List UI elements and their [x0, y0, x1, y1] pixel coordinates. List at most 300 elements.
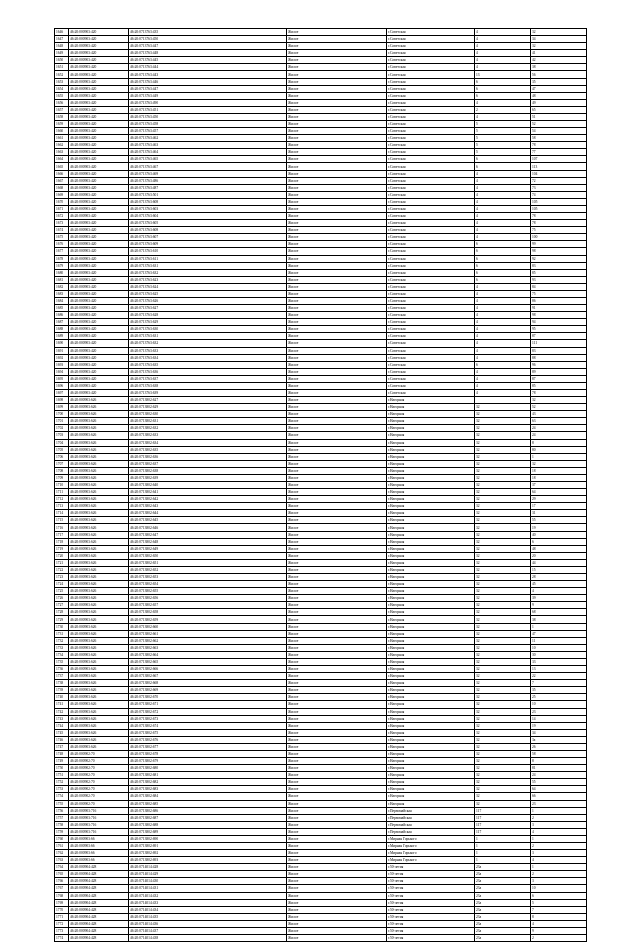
row-number-cell: 1674: [55, 227, 69, 234]
house-number-cell: 32: [475, 736, 531, 743]
object-type-cell: Жилое: [287, 793, 387, 800]
block-cadastral-number-cell: 46:20:000903:626: [69, 460, 129, 467]
object-type-cell: Жилое: [287, 658, 387, 665]
street-address-cell: г.Советская: [387, 368, 475, 375]
object-type-cell: Жилое: [287, 552, 387, 559]
table-row: [55, 743, 587, 750]
street-address-cell: г.Нагорная: [387, 489, 475, 496]
table-row: [55, 474, 587, 481]
street-address-cell: г.Советская: [387, 99, 475, 106]
table-row: [55, 920, 587, 927]
street-address-cell: г.Советская: [387, 71, 475, 78]
table-row: [55, 354, 587, 361]
apartment-number-cell: 77: [531, 149, 587, 156]
house-number-cell: 32: [475, 432, 531, 439]
block-cadastral-number-cell: 46:20:000903:626: [69, 474, 129, 481]
object-type-cell: Жилое: [287, 262, 387, 269]
object-type-cell: Жилое: [287, 729, 387, 736]
object-type-cell: Жилое: [287, 828, 387, 835]
street-address-cell: г.Нагорная: [387, 644, 475, 651]
row-number-cell: 1684: [55, 297, 69, 304]
table-row: [55, 807, 587, 814]
apartment-number-cell: 64: [531, 489, 587, 496]
object-cadastral-number-cell: 46:20:0713802:640: [129, 482, 287, 489]
object-cadastral-number-cell: 46:20:0713763:463: [129, 142, 287, 149]
object-cadastral-number-cell: 46:20:0713763:627: [129, 305, 287, 312]
street-address-cell: г.Нагорная: [387, 552, 475, 559]
table-row: [55, 382, 587, 389]
house-number-cell: 1: [475, 835, 531, 842]
house-number-cell: 5: [475, 135, 531, 142]
object-cadastral-number-cell: 46:20:0713763:445: [129, 57, 287, 64]
object-cadastral-number-cell: 46:20:0713763:623: [129, 276, 287, 283]
block-cadastral-number-cell: 46:20:000903:626: [69, 432, 129, 439]
object-type-cell: Жилое: [287, 878, 387, 885]
apartment-number-cell: 78: [531, 389, 587, 396]
row-number-cell: 1690: [55, 340, 69, 347]
street-address-cell: г.Нагорная: [387, 474, 475, 481]
house-number-cell: 4: [475, 347, 531, 354]
object-cadastral-number-cell: 46:20:0713802:654: [129, 581, 287, 588]
apartment-number-cell: 74: [531, 191, 587, 198]
block-cadastral-number-cell: 46:20:000903:626: [69, 658, 129, 665]
row-number-cell: 1760: [55, 835, 69, 842]
block-cadastral-number-cell: 46:20:000904:428: [69, 878, 129, 885]
house-number-cell: 23а: [475, 906, 531, 913]
apartment-number-cell: 64: [531, 786, 587, 793]
street-address-cell: г.Советская: [387, 361, 475, 368]
street-address-cell: г.Первомайская: [387, 828, 475, 835]
table-row: [55, 170, 587, 177]
house-number-cell: 23а: [475, 913, 531, 920]
row-number-cell: 1650: [55, 57, 69, 64]
street-address-cell: г.Нагорная: [387, 432, 475, 439]
house-number-cell: 32: [475, 793, 531, 800]
block-cadastral-number-cell: 46:20:000903:420: [69, 149, 129, 156]
block-cadastral-number-cell: 46:20:000903:420: [69, 177, 129, 184]
house-number-cell: 4: [475, 170, 531, 177]
row-number-cell: 1743: [55, 715, 69, 722]
object-cadastral-number-cell: 46:20:0713763:469: [129, 170, 287, 177]
block-cadastral-number-cell: 46:20:000903:626: [69, 588, 129, 595]
house-number-cell: 6: [475, 248, 531, 255]
block-cadastral-number-cell: 46:20:000903:626: [69, 708, 129, 715]
table-row: [55, 368, 587, 375]
object-cadastral-number-cell: 46:20:0713802:641: [129, 489, 287, 496]
object-type-cell: Жилое: [287, 920, 387, 927]
object-type-cell: Жилое: [287, 510, 387, 517]
object-type-cell: Жилое: [287, 722, 387, 729]
object-type-cell: Жилое: [287, 616, 387, 623]
house-number-cell: 1: [475, 842, 531, 849]
block-cadastral-number-cell: 46:20:000903:420: [69, 248, 129, 255]
row-number-cell: 1695: [55, 375, 69, 382]
object-cadastral-number-cell: 46:20:0713763:450: [129, 113, 287, 120]
table-row: [55, 425, 587, 432]
table-row: [55, 736, 587, 743]
object-cadastral-number-cell: 46:20:0714014:435: [129, 913, 287, 920]
row-number-cell: 1740: [55, 694, 69, 701]
apartment-number-cell: 55: [531, 517, 587, 524]
object-cadastral-number-cell: 46:20:0713763:446: [129, 78, 287, 85]
object-cadastral-number-cell: 46:20:0713802:646: [129, 524, 287, 531]
apartment-number-cell: 56: [531, 71, 587, 78]
house-number-cell: 32: [475, 708, 531, 715]
street-address-cell: г.Советская: [387, 319, 475, 326]
table-row: [55, 786, 587, 793]
table-row: [55, 198, 587, 205]
object-type-cell: Жилое: [287, 807, 387, 814]
street-address-cell: г.Нагорная: [387, 609, 475, 616]
block-cadastral-number-cell: 46:20:000903:420: [69, 312, 129, 319]
object-type-cell: Жилое: [287, 227, 387, 234]
object-cadastral-number-cell: 46:20:0713802:652: [129, 566, 287, 573]
row-number-cell: 1763: [55, 857, 69, 864]
street-address-cell: г.Первомайская: [387, 821, 475, 828]
table-row: [55, 85, 587, 92]
row-number-cell: 1716: [55, 524, 69, 531]
register-table-body: [55, 29, 587, 942]
object-cadastral-number-cell: 46:20:0713763:448: [129, 50, 287, 57]
street-address-cell: г.Нагорная: [387, 531, 475, 538]
object-type-cell: Жилое: [287, 432, 387, 439]
row-number-cell: 1768: [55, 892, 69, 899]
apartment-number-cell: 22: [531, 673, 587, 680]
street-address-cell: г.Нагорная: [387, 779, 475, 786]
object-type-cell: Жилое: [287, 340, 387, 347]
block-cadastral-number-cell: 46:20:000903:626: [69, 482, 129, 489]
object-cadastral-number-cell: 46:20:0713802:645: [129, 517, 287, 524]
table-row: [55, 496, 587, 503]
object-type-cell: Жилое: [287, 750, 387, 757]
block-cadastral-number-cell: 46:20:000903:626: [69, 439, 129, 446]
object-cadastral-number-cell: 46:20:0713802:691: [129, 842, 287, 849]
apartment-number-cell: 78: [531, 213, 587, 220]
object-cadastral-number-cell: 46:20:0713763:609: [129, 241, 287, 248]
row-number-cell: 1729: [55, 616, 69, 623]
object-cadastral-number-cell: 46:20:0714014:437: [129, 927, 287, 934]
apartment-number-cell: 24: [531, 772, 587, 779]
table-row: [55, 432, 587, 439]
block-cadastral-number-cell: 46:20:000903:626: [69, 701, 129, 708]
house-number-cell: 32: [475, 425, 531, 432]
object-cadastral-number-cell: 46:20:0713802:635: [129, 446, 287, 453]
row-number-cell: 1701: [55, 418, 69, 425]
block-cadastral-number-cell: 46:20:000903:626: [69, 531, 129, 538]
object-cadastral-number-cell: 46:20:0713763:638: [129, 382, 287, 389]
house-number-cell: 32: [475, 750, 531, 757]
block-cadastral-number-cell: 46:20:000903:626: [69, 574, 129, 581]
object-cadastral-number-cell: 46:20:0713802:660: [129, 623, 287, 630]
object-cadastral-number-cell: 46:20:0713802:673: [129, 715, 287, 722]
block-cadastral-number-cell: 46:20:000903:626: [69, 552, 129, 559]
house-number-cell: 32: [475, 602, 531, 609]
street-address-cell: г.Советская: [387, 276, 475, 283]
object-type-cell: Жилое: [287, 283, 387, 290]
house-number-cell: 32: [475, 658, 531, 665]
row-number-cell: 1679: [55, 262, 69, 269]
object-cadastral-number-cell: 46:20:0713763:632: [129, 340, 287, 347]
apartment-number-cell: 85: [531, 269, 587, 276]
object-cadastral-number-cell: 46:20:0714014:438: [129, 935, 287, 942]
object-type-cell: Жилое: [287, 772, 387, 779]
block-cadastral-number-cell: 46:20:000903:626: [69, 503, 129, 510]
block-cadastral-number-cell: 46:20:000903:626: [69, 566, 129, 573]
object-type-cell: Жилое: [287, 439, 387, 446]
object-type-cell: Жилое: [287, 630, 387, 637]
block-cadastral-number-cell: 46:20:000904:428: [69, 906, 129, 913]
table-row: [55, 128, 587, 135]
block-cadastral-number-cell: 46:20:000903:626: [69, 489, 129, 496]
block-cadastral-number-cell: 46:20:000903:626: [69, 453, 129, 460]
apartment-number-cell: 91: [531, 305, 587, 312]
block-cadastral-number-cell: 46:20:000903:716: [69, 828, 129, 835]
block-cadastral-number-cell: 46:20:000904:428: [69, 913, 129, 920]
object-type-cell: Жилое: [287, 609, 387, 616]
house-number-cell: 32: [475, 453, 531, 460]
block-cadastral-number-cell: 46:20:000903:626: [69, 595, 129, 602]
object-type-cell: Жилое: [287, 871, 387, 878]
block-cadastral-number-cell: 46:20:000903:420: [69, 106, 129, 113]
table-row: [55, 701, 587, 708]
apartment-number-cell: 48: [531, 545, 587, 552]
row-number-cell: 1670: [55, 198, 69, 205]
block-cadastral-number-cell: 46:20:000903:626: [69, 637, 129, 644]
table-row: [55, 680, 587, 687]
house-number-cell: 6: [475, 241, 531, 248]
object-cadastral-number-cell: 46:20:0713763:624: [129, 283, 287, 290]
street-address-cell: г.Нагорная: [387, 736, 475, 743]
row-number-cell: 1738: [55, 680, 69, 687]
apartment-number-cell: 39: [531, 595, 587, 602]
house-number-cell: 4: [475, 29, 531, 36]
object-cadastral-number-cell: 46:20:0713763:457: [129, 128, 287, 135]
apartment-number-cell: 88: [531, 354, 587, 361]
object-cadastral-number-cell: 46:20:0713763:637: [129, 375, 287, 382]
apartment-number-cell: 54: [531, 128, 587, 135]
object-cadastral-number-cell: 46:20:0713763:625: [129, 290, 287, 297]
block-cadastral-number-cell: 46:20:000902:70: [69, 800, 129, 807]
table-row: [55, 191, 587, 198]
house-number-cell: 6: [475, 262, 531, 269]
row-number-cell: 1708: [55, 467, 69, 474]
object-cadastral-number-cell: 46:20:0713763:629: [129, 319, 287, 326]
table-row: [55, 524, 587, 531]
row-number-cell: 1659: [55, 121, 69, 128]
block-cadastral-number-cell: 46:20:000903:626: [69, 496, 129, 503]
object-type-cell: Жилое: [287, 800, 387, 807]
row-number-cell: 1744: [55, 722, 69, 729]
street-address-cell: г.Нагорная: [387, 404, 475, 411]
table-row: [55, 389, 587, 396]
apartment-number-cell: 47: [531, 85, 587, 92]
block-cadastral-number-cell: 46:20:000903:420: [69, 361, 129, 368]
row-number-cell: 1735: [55, 658, 69, 665]
house-number-cell: 117: [475, 814, 531, 821]
table-row: [55, 687, 587, 694]
object-cadastral-number-cell: 46:20:0713763:608: [129, 198, 287, 205]
object-type-cell: Жилое: [287, 680, 387, 687]
object-cadastral-number-cell: 46:20:0713802:642: [129, 496, 287, 503]
object-cadastral-number-cell: 46:20:0713763:611: [129, 255, 287, 262]
apartment-number-cell: 18: [531, 474, 587, 481]
block-cadastral-number-cell: 46:20:000903:626: [69, 694, 129, 701]
house-number-cell: 32: [475, 404, 531, 411]
object-type-cell: Жилое: [287, 85, 387, 92]
street-address-cell: г.Советская: [387, 156, 475, 163]
object-cadastral-number-cell: 46:20:0713802:633: [129, 432, 287, 439]
object-cadastral-number-cell: 46:20:0714014:436: [129, 920, 287, 927]
table-row: [55, 36, 587, 43]
apartment-number-cell: 45: [531, 581, 587, 588]
house-number-cell: 4: [475, 99, 531, 106]
apartment-number-cell: 8: [531, 758, 587, 765]
object-type-cell: Жилое: [287, 121, 387, 128]
block-cadastral-number-cell: 46:20:000903:420: [69, 234, 129, 241]
object-cadastral-number-cell: 46:20:0713763:487: [129, 184, 287, 191]
house-number-cell: 1: [475, 857, 531, 864]
block-cadastral-number-cell: 46:20:000904:428: [69, 885, 129, 892]
block-cadastral-number-cell: 46:20:000903:420: [69, 389, 129, 396]
apartment-number-cell: 75: [531, 290, 587, 297]
object-type-cell: Жилое: [287, 248, 387, 255]
row-number-cell: 1707: [55, 460, 69, 467]
object-cadastral-number-cell: 46:20:0713802:682: [129, 779, 287, 786]
object-cadastral-number-cell: 46:20:0713802:648: [129, 538, 287, 545]
table-row: [55, 290, 587, 297]
block-cadastral-number-cell: 46:20:000903:420: [69, 213, 129, 220]
street-address-cell: г.Нагорная: [387, 658, 475, 665]
street-address-cell: г.Советская: [387, 312, 475, 319]
block-cadastral-number-cell: 46:20:000903:626: [69, 651, 129, 658]
apartment-number-cell: 32: [531, 460, 587, 467]
object-type-cell: Жилое: [287, 418, 387, 425]
row-number-cell: 1764: [55, 864, 69, 871]
street-address-cell: г.Советская: [387, 213, 475, 220]
table-row: [55, 623, 587, 630]
apartment-number-cell: 35: [531, 687, 587, 694]
object-type-cell: Жилое: [287, 220, 387, 227]
row-number-cell: 1732: [55, 637, 69, 644]
apartment-number-cell: 8: [531, 913, 587, 920]
object-cadastral-number-cell: 46:20:0714014:428: [129, 864, 287, 871]
row-number-cell: 1677: [55, 248, 69, 255]
house-number-cell: 6: [475, 92, 531, 99]
object-cadastral-number-cell: 46:20:0713802:665: [129, 658, 287, 665]
apartment-number-cell: 32: [531, 29, 587, 36]
apartment-number-cell: 15: [531, 566, 587, 573]
house-number-cell: 32: [475, 460, 531, 467]
apartment-number-cell: 72: [531, 177, 587, 184]
row-number-cell: 1751: [55, 772, 69, 779]
row-number-cell: 1654: [55, 85, 69, 92]
object-cadastral-number-cell: 46:20:0713763:450: [129, 36, 287, 43]
row-number-cell: 1692: [55, 354, 69, 361]
object-cadastral-number-cell: 46:20:0713802:639: [129, 474, 287, 481]
row-number-cell: 1737: [55, 673, 69, 680]
object-type-cell: Жилое: [287, 92, 387, 99]
house-number-cell: 13: [475, 71, 531, 78]
apartment-number-cell: 32: [531, 43, 587, 50]
street-address-cell: г.Нагорная: [387, 750, 475, 757]
object-cadastral-number-cell: 46:20:0713802:663: [129, 644, 287, 651]
table-row: [55, 205, 587, 212]
house-number-cell: 4: [475, 213, 531, 220]
block-cadastral-number-cell: 46:20:000903:420: [69, 283, 129, 290]
house-number-cell: 4: [475, 382, 531, 389]
street-address-cell: г.50-летия: [387, 899, 475, 906]
apartment-number-cell: 6: [531, 892, 587, 899]
object-cadastral-number-cell: 46:20:0713763:628: [129, 312, 287, 319]
street-address-cell: г.Мирная Горького: [387, 850, 475, 857]
house-number-cell: 4: [475, 50, 531, 57]
apartment-number-cell: 2: [531, 935, 587, 942]
block-cadastral-number-cell: 46:20:000903:626: [69, 673, 129, 680]
table-row: [55, 850, 587, 857]
table-row: [55, 729, 587, 736]
street-address-cell: г.Нагорная: [387, 418, 475, 425]
block-cadastral-number-cell: 46:20:000903:626: [69, 559, 129, 566]
object-type-cell: Жилое: [287, 715, 387, 722]
street-address-cell: г.50-летия: [387, 885, 475, 892]
table-row: [55, 517, 587, 524]
house-number-cell: 4: [475, 64, 531, 71]
block-cadastral-number-cell: 46:20:000902:70: [69, 758, 129, 765]
street-address-cell: г.Нагорная: [387, 729, 475, 736]
table-row: [55, 779, 587, 786]
object-cadastral-number-cell: 46:20:0713802:629: [129, 404, 287, 411]
object-cadastral-number-cell: 46:20:0713802:636: [129, 453, 287, 460]
object-type-cell: Жилое: [287, 566, 387, 573]
block-cadastral-number-cell: 46:20:000903:66: [69, 857, 129, 864]
object-cadastral-number-cell: 46:20:0713763:630: [129, 326, 287, 333]
apartment-number-cell: 9: [531, 602, 587, 609]
table-row: [55, 326, 587, 333]
street-address-cell: г.Советская: [387, 297, 475, 304]
apartment-number-cell: 4: [531, 920, 587, 927]
table-row: [55, 899, 587, 906]
table-row: [55, 184, 587, 191]
apartment-number-cell: 1: [531, 453, 587, 460]
object-type-cell: Жилое: [287, 842, 387, 849]
object-cadastral-number-cell: 46:20:0713763:604: [129, 213, 287, 220]
house-number-cell: 32: [475, 595, 531, 602]
table-row: [55, 758, 587, 765]
row-number-cell: 1724: [55, 581, 69, 588]
table-row: [55, 602, 587, 609]
street-address-cell: г.Мирная Горького: [387, 835, 475, 842]
house-number-cell: 23а: [475, 920, 531, 927]
block-cadastral-number-cell: 46:20:000903:66: [69, 850, 129, 857]
object-cadastral-number-cell: 46:20:0713802:681: [129, 772, 287, 779]
block-cadastral-number-cell: 46:20:000903:420: [69, 382, 129, 389]
object-cadastral-number-cell: 46:20:0713802:671: [129, 701, 287, 708]
row-number-cell: 1713: [55, 503, 69, 510]
table-row: [55, 842, 587, 849]
street-address-cell: г.Нагорная: [387, 708, 475, 715]
table-row: [55, 283, 587, 290]
row-number-cell: 1663: [55, 149, 69, 156]
row-number-cell: 1669: [55, 191, 69, 198]
block-cadastral-number-cell: 46:20:000903:420: [69, 319, 129, 326]
table-row: [55, 411, 587, 418]
apartment-number-cell: 17: [531, 503, 587, 510]
object-type-cell: Жилое: [287, 234, 387, 241]
object-cadastral-number-cell: 46:20:0713802:632: [129, 425, 287, 432]
street-address-cell: г.Советская: [387, 29, 475, 36]
table-row: [55, 156, 587, 163]
house-number-cell: 4: [475, 57, 531, 64]
